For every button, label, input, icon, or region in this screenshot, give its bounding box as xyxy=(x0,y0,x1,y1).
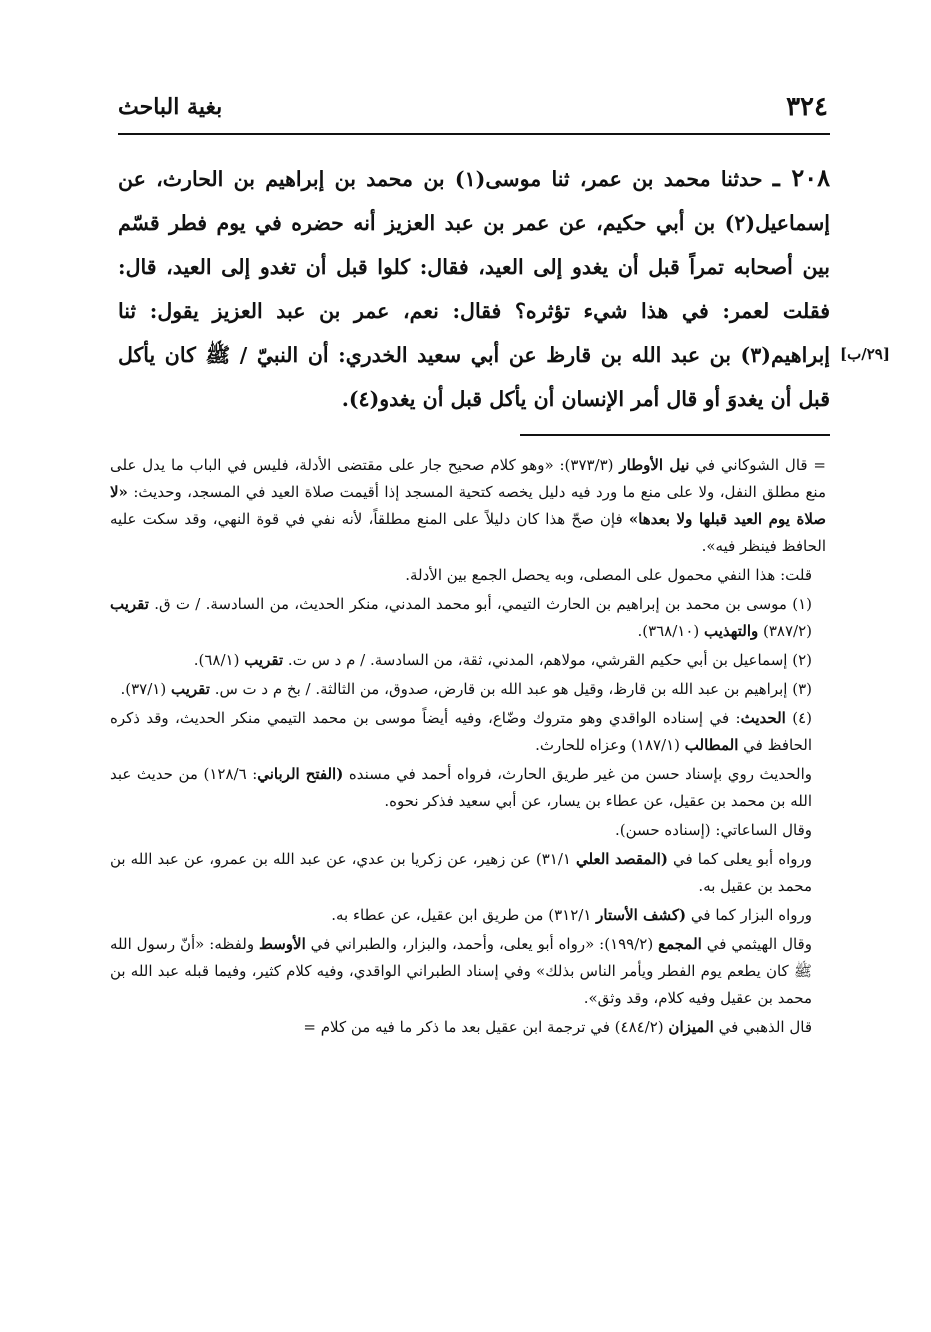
header-rule xyxy=(118,133,830,135)
footnote-2: (٢) إسماعيل بن أبي حكيم القرشي، مولاهم، المدني، ثقة، من السادسة. / م د س ت. تقريب (٦٨/١). xyxy=(193,651,812,669)
footnote-3: (٣) إبراهيم بن عبد الله بن قارظ، وقيل هو عبد الله بن قارض، صدوق، من الثالثة. / بخ م د ت س. تقريب (٣٧/١). xyxy=(120,680,812,698)
hadith-text xyxy=(118,156,830,421)
footnote-1: (١) موسى بن محمد بن إبراهيم بن الحارث التيمي، أبو محمد المدني، منكر الحديث، من السادسة. / ت ق. تقريب (٣٨٧/٢) والتهذيب (٣٦٨/١٠). xyxy=(110,595,812,640)
hadith-body: حدثنا محمد بن عمر، ثنا موسى(١) بن محمد بن إبراهيم بن الحارث، عن إسماعيل(٢) بن أبي حكيم، عن عمر بن عبد العزيز أنه حضره في يوم فطر قسّم بين أصحابه تمراً قبل أن يغدو إلى العيد، فقال: كلوا قبل أن تغدو إلى العيد، قال: فقلت لعمر: في هذا شيء تؤثره؟ فقال: نعم، عمر بن عبد العزيز يقول: ثنا إبراهيم(٣) بن عبد الله بن قارظ عن أبي سعيد الخدري: أن النبيّ / ﷺ كان يأكل قبل أن يغدوَ أو قال أمر الإنسان أن يأكل قبل أن يغدو(٤). xyxy=(118,167,830,411)
footnote-comment: قلت: هذا النفي محمول على المصلى، وبه يحصل الجمع بين الأدلة. xyxy=(405,566,812,584)
book-title: بغية الباحث xyxy=(118,94,223,120)
footnote-4-saati: وقال الساعاتي: (إسناده حسن). xyxy=(614,821,812,839)
footnote-rule xyxy=(520,434,830,436)
footnote-4-dhahabi: قال الذهبي في الميزان (٤٨٤/٢) في ترجمة ابن عقيل بعد ما ذكر ما فيه من كلام = xyxy=(303,1018,812,1036)
footnote-4-ahmad: والحديث روي بإسناد حسن من غير طريق الحارث، فرواه أحمد في مسنده (الفتح الرباني: ١٢٨/٦) من حديث عبد الله بن محمد بن عقيل، عن عطاء بن يسار، عن أبي سعيد فذكر نحوه. xyxy=(110,765,812,810)
footnote-4: (٤) الحديث: في إسناده الواقدي وهو متروك وضّاع، وفيه أيضاً موسى بن محمد التيمي منكر الحديث، وقد ذكره الحافظ في المطالب (١٨٧/١) وعزاه للحارث. xyxy=(110,709,813,754)
hadith-paragraph xyxy=(118,156,830,421)
manuscript-folio-note: [٢٩/ب] xyxy=(840,345,890,363)
footnote-4-haythami: وقال الهيثمي في المجمع (١٩٩/٢): «رواه أبو يعلى، وأحمد، والبزار، والطبراني في الأوسط ولفظه: «أنّ رسول الله ﷺ كان يطعم يوم الفطر ويأمر الناس بذلك» وفي إسناد الطبراني الواقدي، وفيه كلام كثير، وفيما قبله عبد الله بن محمد بن عقيل وفيه كلام، وقد وثق». xyxy=(110,935,812,1007)
footnote-4-bazzar: ورواه البزار كما في (كشف الأستار ٣١٢/١) من طريق ابن عقيل، عن عطاء به. xyxy=(331,906,812,924)
page-number: ٣٢٤ xyxy=(786,92,828,122)
footnote-4-abu-yala: ورواه أبو يعلى كما في (المقصد العلي ٣١/١) عن زهير، عن زكريا بن عدي، عن عبد الله بن عمرو، عن عبد الله بن محمد بن عقيل به. xyxy=(110,850,813,895)
footnotes xyxy=(110,452,826,1043)
hadith-number: ٢٠٨ ـ xyxy=(772,163,831,192)
footnote-continuation: = قال الشوكاني في نيل الأوطار (٣٧٣/٣): «وهو كلام صحيح جار على مقتضى الأدلة، فليس في الباب ما يدل على منع مطلق النفل، ولا على منع ما ورد فيه دليل يخصه كتحية المسجد إذا أقيمت صلاة العيد في المسجد، وحديث: «لا صلاة يوم العيد قبلها ولا بعدها» فإن صحّ هذا كان دليلاً على المنع مطلقاً، لأنه نفي في قوة النهي، وقد سكت عليه الحافظ فينظر فيه». xyxy=(110,456,827,555)
page-header xyxy=(118,88,828,132)
